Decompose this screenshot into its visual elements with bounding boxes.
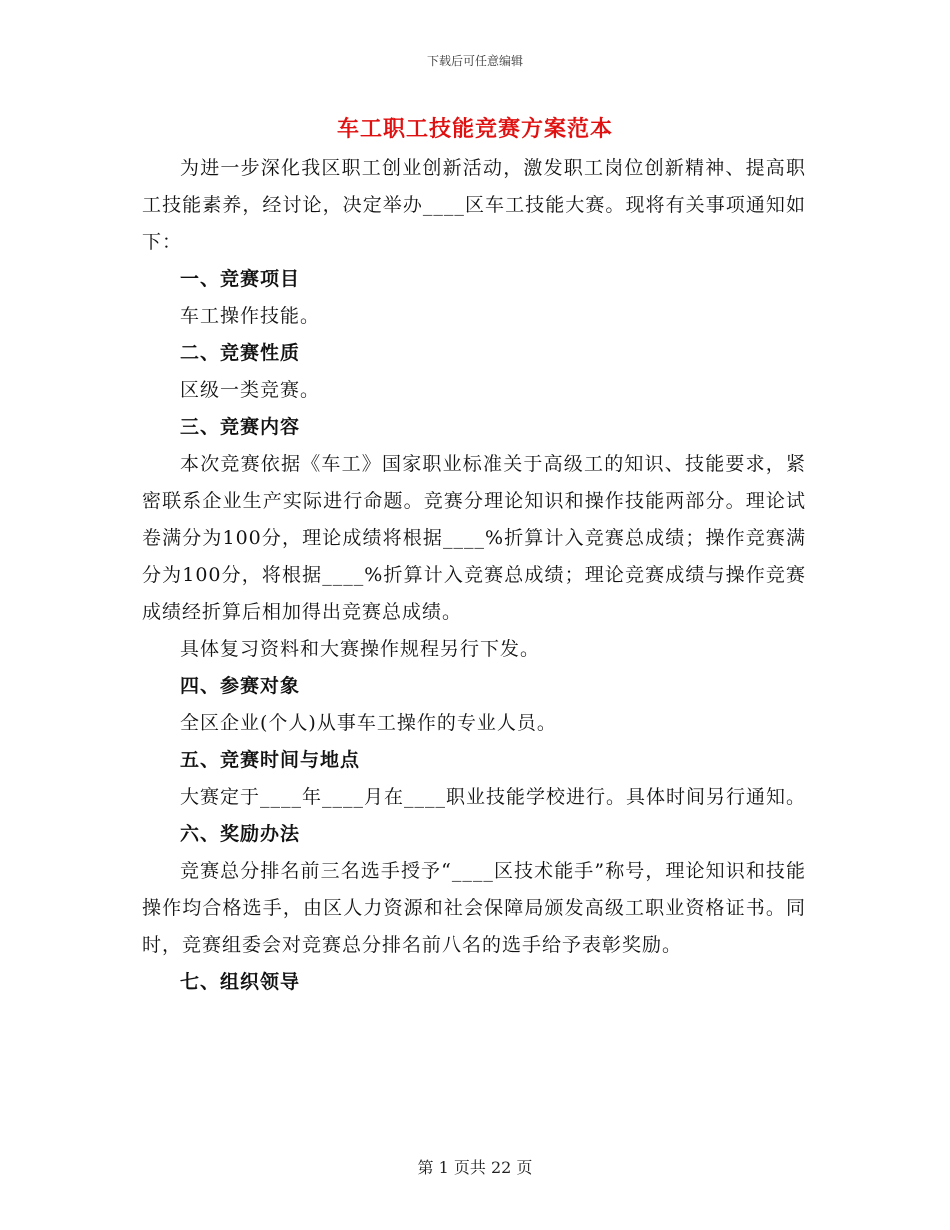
document-title: 车工职工技能竞赛方案范本 (336, 116, 613, 142)
section-heading-3: 三、竞赛内容 (180, 416, 301, 438)
section-4-text: 全区企业(个人)从事车工操作的专业人员。 (180, 712, 557, 734)
section-heading-4: 四、参赛对象 (180, 675, 301, 697)
section-1-text: 车工操作技能。 (180, 305, 321, 327)
section-5-text: 大赛定于____年____月在____职业技能学校进行。具体时间另行通知。 (180, 786, 807, 808)
section-2-text: 区级一类竞赛。 (180, 379, 321, 401)
section-heading-7: 七、组织领导 (180, 971, 301, 993)
section-heading-1: 一、竞赛项目 (180, 268, 301, 290)
section-3-text: 本次竞赛依据《车工》国家职业标准关于高级工的知识、技能要求，紧密联系企业生产实际进行命题。竞赛分理论知识和操作技能两部分。理论试卷满分为100分，理论成绩将根据____%折算计入竞赛总成绩；操作竞赛满分为100分，将根据____%折算计入竞赛总成绩；理论竞赛成绩与操作竞赛成绩经折算后相加得出竞赛总成绩。 (142, 453, 806, 623)
page-footer: 第 1 页共 22 页 (417, 1158, 533, 1177)
section-3-note: 具体复习资料和大赛操作规程另行下发。 (180, 638, 541, 660)
section-heading-2: 二、竞赛性质 (180, 342, 301, 364)
document-body (142, 150, 806, 1001)
section-heading-5: 五、竞赛时间与地点 (180, 749, 361, 771)
section-6-text: 竞赛总分排名前三名选手授予“____区技术能手”称号，理论知识和技能操作均合格选手，由区人力资源和社会保障局颁发高级工职业资格证书。同时，竞赛组委会对竞赛总分排名前八名的选手给予表彰奖励。 (142, 860, 806, 956)
header-note: 下载后可任意编辑 (426, 54, 523, 68)
section-heading-6: 六、奖励办法 (180, 823, 301, 845)
intro-paragraph: 为进一步深化我区职工创业创新活动，激发职工岗位创新精神、提高职工技能素养，经讨论，决定举办____区车工技能大赛。现将有关事项通知如下： (142, 157, 806, 253)
